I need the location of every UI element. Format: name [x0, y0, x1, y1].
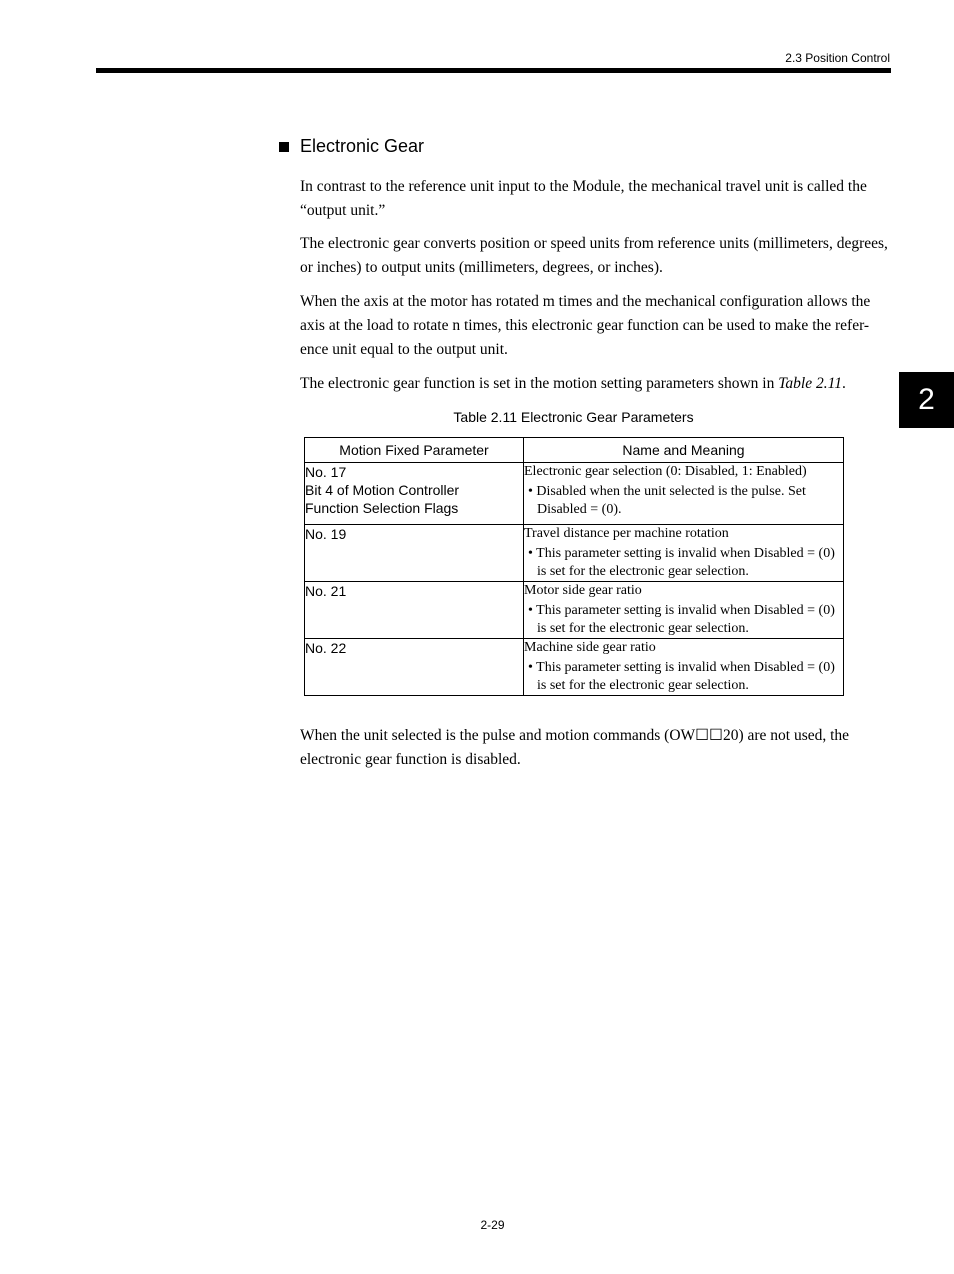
table-reference: Table 2.11: [778, 375, 842, 392]
page-number: 2-29: [480, 1218, 505, 1232]
table-row: [305, 463, 844, 525]
table-caption: Table 2.11 Electronic Gear Parameters: [453, 409, 694, 425]
meaning-note: • This parameter setting is invalid when Disabled = (0) is set for the electronic gear selection.: [528, 660, 835, 693]
chapter-tab: 2: [899, 372, 954, 428]
column-header: Name and Meaning: [524, 438, 844, 463]
column-header: Motion Fixed Parameter: [305, 438, 524, 463]
paragraph-4-text: The electronic gear function is set in the motion setting parameters shown in: [300, 375, 779, 392]
table-header-row: [305, 438, 844, 463]
meaning-note: • Disabled when the unit selected is the pulse. Set Disabled = (0).: [528, 484, 806, 517]
meaning-cell: [524, 525, 844, 582]
param-line: No. 19: [305, 526, 347, 542]
param-line: No. 22: [305, 640, 347, 656]
param-line: No. 17: [305, 464, 347, 480]
table-row: [305, 525, 844, 582]
meaning-cell: [524, 639, 844, 696]
meaning-cell: [524, 463, 844, 525]
meaning-name: Machine side gear ratio: [524, 640, 656, 655]
section-heading: [279, 136, 424, 157]
param-line: No. 21: [305, 583, 347, 599]
param-cell: [305, 582, 524, 639]
square-bullet-icon: [279, 142, 289, 152]
paragraph-3: When the axis at the motor has rotated m times and the mechanical configuration allows the axis at the load to rotate n times, this electronic gear function can be used to make the refer-ence unit equal to the output unit.: [300, 293, 871, 358]
param-line: Bit 4 of Motion Controller: [305, 482, 460, 498]
header-rule: [96, 68, 891, 73]
meaning-name: Travel distance per machine rotation: [524, 526, 729, 541]
param-cell: [305, 525, 524, 582]
paragraph-4: The electronic gear function is set in the motion setting parameters shown in Table 2.11.: [300, 375, 846, 392]
parameters-table: [304, 437, 844, 696]
table-row: [305, 639, 844, 696]
closing-paragraph: When the unit selected is the pulse and motion commands (OW☐☐20) are not used, the electronic gear function is disabled.: [300, 727, 850, 768]
param-cell: [305, 639, 524, 696]
meaning-note: • This parameter setting is invalid when Disabled = (0) is set for the electronic gear selection.: [528, 603, 835, 636]
meaning-cell: [524, 582, 844, 639]
param-cell: [305, 463, 524, 525]
running-header: 2.3 Position Control: [785, 51, 890, 65]
meaning-name: Electronic gear selection (0: Disabled, 1: Enabled): [524, 464, 807, 479]
table-row: [305, 582, 844, 639]
meaning-name: Motor side gear ratio: [524, 583, 642, 598]
meaning-note: • This parameter setting is invalid when Disabled = (0) is set for the electronic gear selection.: [528, 546, 835, 579]
paragraph-1: In contrast to the reference unit input to the Module, the mechanical travel unit is called the “output unit.”: [300, 178, 867, 219]
paragraph-2: The electronic gear converts position or speed units from reference units (millimeters, degrees, or inches) to output units (millimeters, degrees, or inches).: [300, 235, 888, 276]
param-line: Function Selection Flags: [305, 500, 459, 516]
section-heading-text: Electronic Gear: [300, 136, 425, 156]
